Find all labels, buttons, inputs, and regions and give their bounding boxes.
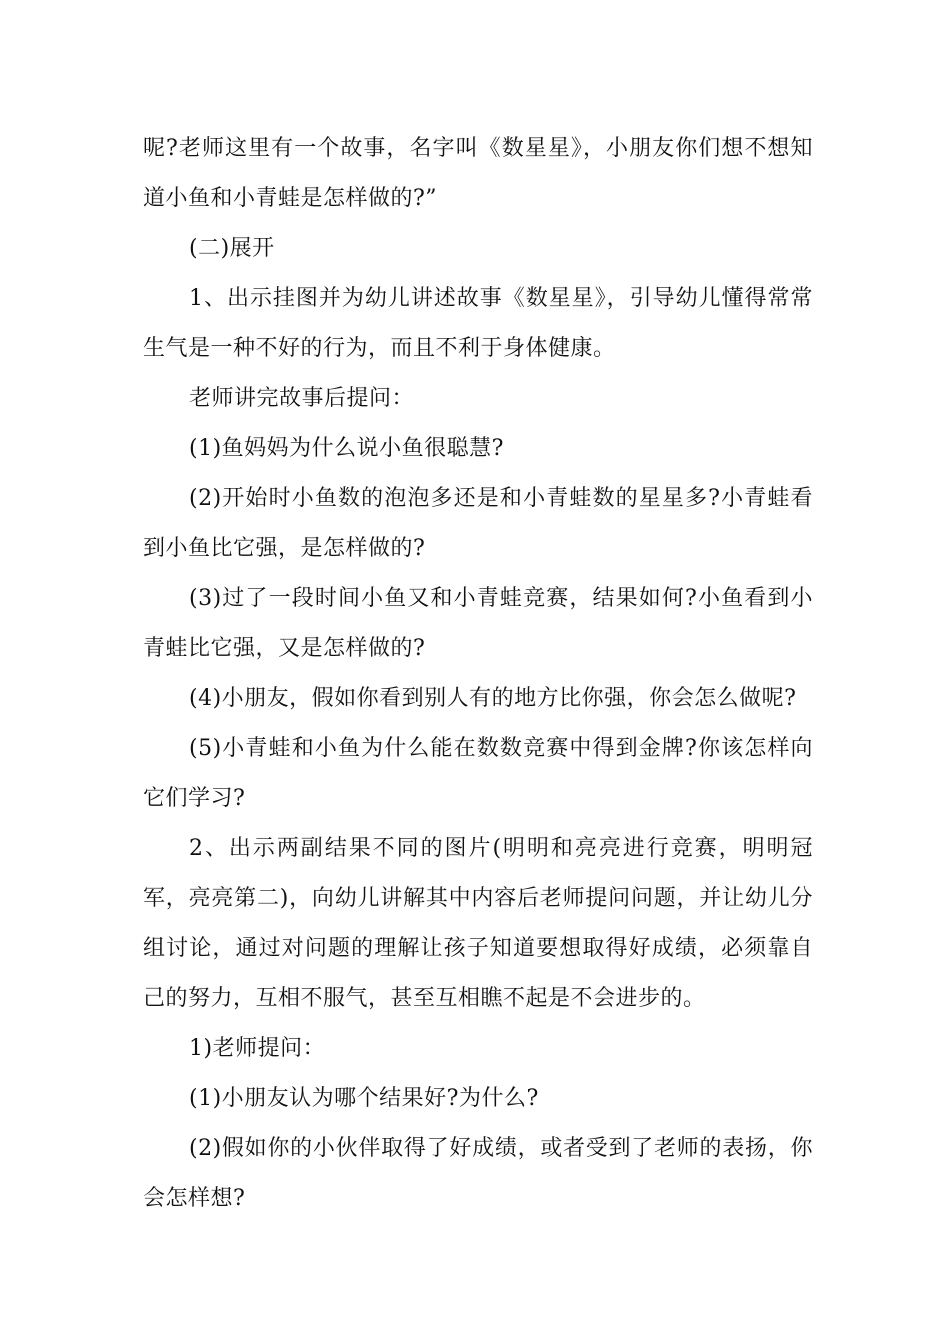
question-5: (5)小青蛙和小鱼为什么能在数数竞赛中得到金牌?你该怎样向它们学习?: [143, 736, 813, 811]
paragraph-teacher-questions: 老师讲完故事后提问：: [189, 386, 415, 411]
question-1: (1)鱼妈妈为什么说小鱼很聪慧?: [189, 436, 504, 461]
paragraph-teacher-asks: 1)老师提问：: [189, 1036, 326, 1061]
paragraph-story-intro: 呢?老师这里有一个故事，名字叫《数星星》，小朋友你们想不想知道小鱼和小青蛙是怎样做的?”: [143, 136, 813, 211]
section-heading-expand: (二)展开: [189, 236, 275, 261]
discussion-question-2: (2)假如你的小伙伴取得了好成绩，或者受到了老师的表扬，你会怎样想?: [143, 1136, 813, 1211]
question-2: (2)开始时小鱼数的泡泡多还是和小青蛙数的星星多?小青蛙看到小鱼比它强，是怎样做的?: [143, 486, 813, 561]
question-3: (3)过了一段时间小鱼又和小青蛙竞赛，结果如何?小鱼看到小青蛙比它强，又是怎样做的?: [143, 586, 813, 661]
discussion-question-1: (1)小朋友认为哪个结果好?为什么?: [189, 1086, 539, 1111]
paragraph-step-2: 2、出示两副结果不同的图片(明明和亮亮进行竞赛，明明冠军，亮亮第二)，向幼儿讲解其中内容后老师提问问题，并让幼儿分组讨论，通过对问题的理解让孩子知道要想取得好成绩，必须靠自己的努力，互相不服气，甚至互相瞧不起是不会进步的。: [143, 836, 813, 1011]
paragraph-step-1: 1、出示挂图并为幼儿讲述故事《数星星》，引导幼儿懂得常常生气是一种不好的行为，而且不利于身体健康。: [143, 286, 813, 361]
question-4: (4)小朋友，假如你看到别人有的地方比你强，你会怎么做呢?: [189, 686, 797, 711]
document-body: [143, 124, 813, 1224]
